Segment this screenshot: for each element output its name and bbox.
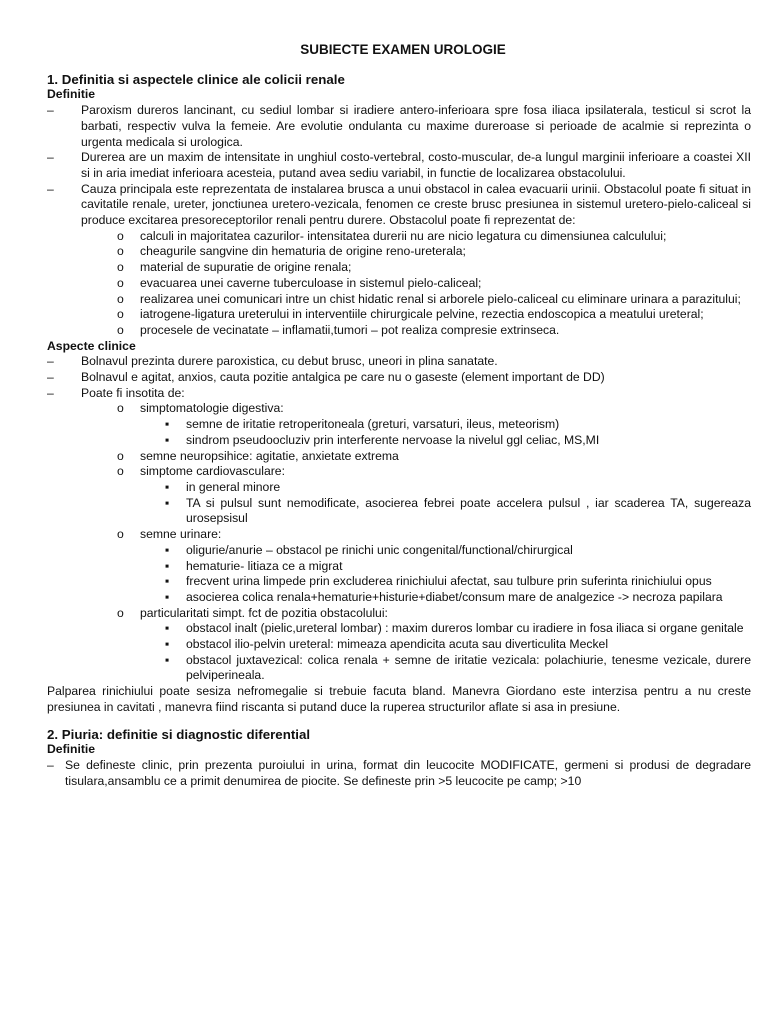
circle-bullet: o [117, 322, 124, 337]
square-bullet: ▪ [165, 621, 170, 636]
circle-bullet: o [117, 605, 124, 620]
square-bullet: ▪ [165, 589, 170, 604]
urinare-item: ▪ frecvent urina limpede prin excluderea rinichiului afectat, sau tulbure prin suferinta rinichiului opus [165, 574, 712, 589]
obstacol-item: o material de supuratie de origine renala; [117, 260, 352, 275]
square-bullet: ▪ [165, 574, 170, 589]
cardio-item: ▪ TA si pulsul sunt nemodificate, asocierea febrei poate accelera pulsul , iar scaderea TA, sugereaza urosepsisul [165, 495, 751, 526]
definitie-label-2: Definitie [47, 742, 96, 757]
pozitie-item: ▪ obstacol ilio-pelvin ureteral: mimeaza apendicita acuta sau diverticulita Meckel [165, 637, 609, 652]
dash-marker: – [47, 103, 54, 118]
digestiva-heading: o simptomatologie digestiva: [117, 401, 284, 416]
circle-bullet: o [117, 228, 124, 243]
square-bullet: ▪ [165, 558, 170, 573]
square-bullet: ▪ [165, 652, 170, 667]
dash-marker: – [47, 385, 54, 400]
dash-marker: – [47, 370, 54, 385]
dash-marker: – [47, 757, 54, 772]
neuropsihice-item: o semne neuropsihice: agitatie, anxietate extrema [117, 448, 399, 463]
urinare-item: ▪ oligurie/anurie – obstacol pe rinichi unic congenital/functional/chirurgical [165, 542, 573, 557]
obstacol-item: o procesele de vecinatate – inflamatii,tumori – pot realiza compresie extrinseca. [117, 322, 560, 337]
section-2-heading: 2. Piuria: definitie si diagnostic diferential [47, 726, 311, 742]
circle-bullet: o [117, 448, 124, 463]
definitie-item: – Paroxism dureros lancinant, cu sediul lombar si iradiere antero-inferioara spre fosa iliaca ipsilaterala, testicul si scrot la barbati, respectiv vulva la femeie. Are evolutie ondulanta cu maxime dureroase si perioade de acalmie si reprezinta o urgenta medicala si urologica. [47, 103, 751, 149]
obstacol-item: o cheagurile sangvine din hematuria de origine reno-ureterala; [117, 244, 466, 259]
urinare-item: ▪ asocierea colica renala+hematurie+histurie+diabet/consum mare de analgezice -> necroza papilara [165, 589, 723, 604]
square-bullet: ▪ [165, 637, 170, 652]
aspecte-item: – Bolnavul e agitat, anxios, cauta pozitie antalgica pe care nu o gaseste (element important de DD) [47, 370, 605, 385]
circle-bullet: o [117, 464, 124, 479]
circle-bullet: o [117, 527, 124, 542]
circle-bullet: o [117, 244, 124, 259]
circle-bullet: o [117, 291, 124, 306]
obstacol-item: o calculi in majoritatea cazurilor- intensitatea durerii nu are nicio legatura cu dimensiunea calculului; [117, 228, 667, 243]
square-bullet: ▪ [165, 417, 170, 432]
cardio-item: ▪ in general minore [165, 479, 281, 494]
definitie-label: Definitie [47, 87, 96, 102]
pozitie-heading: o particularitati simpt. fct de pozitia obstacolului: [117, 605, 388, 620]
aspecte-item: – Poate fi insotita de: [47, 385, 185, 400]
dash-marker: – [47, 150, 54, 165]
pozitie-item: ▪ obstacol inalt (pielic,ureteral lombar) : maxim dureros lombar cu iradiere in fosa iliaca si organe genitale [165, 621, 744, 636]
square-bullet: ▪ [165, 495, 170, 510]
dash-marker: – [47, 354, 54, 369]
circle-bullet: o [117, 260, 124, 275]
digestiva-item: ▪ semne de iritatie retroperitoneala (greturi, varsaturi, ileus, meteorism) [165, 417, 560, 432]
circle-bullet: o [117, 307, 124, 322]
square-bullet: ▪ [165, 479, 170, 494]
definitie-item: – Durerea are un maxim de intensitate in unghiul costo-vertebral, costo-muscular, de-a lungul marginii inferioare a coastei XII si in aria imediat inferioara acesteia, putand avea sediu variabil, in functie de localizarea obstacolului. [47, 150, 751, 180]
obstacol-item: o evacuarea unei caverne tuberculoase in sistemul pielo-caliceal; [117, 275, 482, 290]
cardio-heading: o simptome cardiovasculare: [117, 464, 285, 479]
digestiva-item: ▪ sindrom pseudoocluziv prin interferente nervoase la nivelul ggl celiac, MS,MI [165, 432, 600, 447]
circle-bullet: o [117, 401, 124, 416]
square-bullet: ▪ [165, 542, 170, 557]
pozitie-item: ▪ obstacol juxtavezical: colica renala + semne de iritatie vezicala: polachiurie, tenesme vezicale, durere pelviperineala. [165, 652, 751, 683]
aspecte-clinice-label: Aspecte clinice [47, 338, 136, 353]
section-1-heading: 1. Definitia si aspectele clinice ale colicii renale [47, 71, 345, 87]
square-bullet: ▪ [165, 432, 170, 447]
urinare-heading: o semne urinare: [117, 527, 222, 542]
palpare-paragraph: Palparea rinichiului poate sesiza nefromegalie si trebuie facuta bland. Manevra Giordano este interzisa pentru a nu creste presiunea in cavitati , manevra fiind riscanta si putand duce la ruperea structurilor aflate si asa in presiune. [47, 684, 751, 714]
obstacol-item: o iatrogene-ligatura ureterului in interventiile chirurgicale pelvine, rezectia endoscopica a meatului ureteral; [117, 307, 704, 322]
dash-marker: – [47, 181, 54, 196]
aspecte-item: – Bolnavul prezinta durere paroxistica, cu debut brusc, uneori in plina sanatate. [47, 354, 498, 369]
circle-bullet: o [117, 275, 124, 290]
obstacol-item: o realizarea unei comunicari intre un chist hidatic renal si arborele pielo-caliceal cu eliminare urinara a parazitului; [117, 291, 741, 306]
definitie-2-item: – Se defineste clinic, prin prezenta puroiului in urina, format din leucocite MODIFICATE, germeni si produsi de degradare tisulara,ansamblu ce a primit denumirea de piocite. Se defineste prin >5 leucocite pe camp; >10 [47, 757, 751, 788]
document-title: SUBIECTE EXAMEN UROLOGIE [300, 42, 506, 57]
urinare-item: ▪ hematurie- litiaza ce a migrat [165, 558, 343, 573]
definitie-item: – Cauza principala este reprezentata de instalarea brusca a unui obstacol in calea evacuarii urinii. Obstacolul poate fi situat in cavitatile renale, ureter, jonctiunea uretero-vezicala, fenomen ce creste brusc presiunea in sistemul uretero-pielo-caliceal si produce excitarea presoreceptorilor renali pentru durere. Obstacolul poate fi reprezentat de: [47, 181, 751, 228]
